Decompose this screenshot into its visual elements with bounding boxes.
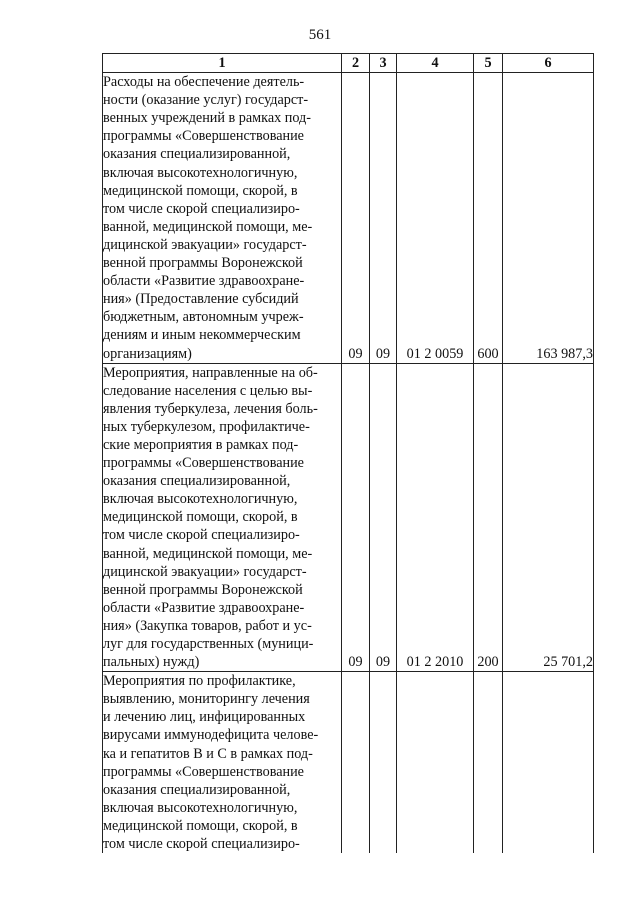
row-subsection-code: 09 xyxy=(370,73,397,364)
table-row xyxy=(103,363,594,672)
row-section-code: 09 xyxy=(342,73,370,364)
row-section-code xyxy=(342,672,370,853)
row-amount: 25 701,2 xyxy=(503,363,594,672)
header-col-6: 6 xyxy=(503,54,594,73)
header-col-2: 2 xyxy=(342,54,370,73)
header-col-5: 5 xyxy=(474,54,503,73)
row-section-code: 09 xyxy=(342,363,370,672)
table-row xyxy=(103,672,594,853)
header-col-4: 4 xyxy=(397,54,474,73)
header-col-1: 1 xyxy=(103,54,342,73)
row-description: Мероприятия, направленные на об- следование населения с целью вы- явления туберкулеза, лечения боль- ных туберкулезом, профилактиче- ские мероприятия в рамках под- программы «Совершенствование оказания специализированной, включая высокотехнологичную, медицинской помощи, скорой, в том числе скорой специализиро- ванной, медицинской помощи, ме- дицинской эвакуации» государст- венной программы Воронежской области «Развитие здравоохране- ния» (Закупка товаров, работ и ус- луг для государственных (муници- пальных) нужд) xyxy=(103,363,342,672)
header-col-3: 3 xyxy=(370,54,397,73)
row-target-article-code: 01 2 2010 xyxy=(397,363,474,672)
header-row xyxy=(103,54,594,73)
row-subsection-code: 09 xyxy=(370,363,397,672)
table-row xyxy=(103,73,594,364)
page-number: 561 xyxy=(308,27,332,43)
row-expense-type-code xyxy=(474,672,503,853)
row-amount xyxy=(503,672,594,853)
row-expense-type-code: 200 xyxy=(474,363,503,672)
row-target-article-code: 01 2 0059 xyxy=(397,73,474,364)
row-target-article-code xyxy=(397,672,474,853)
budget-table xyxy=(102,53,594,853)
row-expense-type-code: 600 xyxy=(474,73,503,364)
row-description: Мероприятия по профилактике, выявлению, мониторингу лечения и лечению лиц, инфицированных вирусами иммунодефицита челове- ка и гепатитов В и С в рамках под- программы «Совершенствование оказания специализированной, включая высокотехнологичную, медицинской помощи, скорой, в том числе скорой специализиро- xyxy=(103,672,342,853)
row-description: Расходы на обеспечение деятель- ности (оказание услуг) государст- венных учреждений в рамках под- программы «Совершенствование оказания специализированной, включая высокотехнологичную, медицинской помощи, скорой, в том числе скорой специализиро- ванной, медицинской помощи, ме- дицинской эвакуации» государст- венной программы Воронежской области «Развитие здравоохране- ния» (Предоставление субсидий бюджетным, автономным учреж- дениям и иным некоммерческим организациям) xyxy=(103,73,342,364)
row-subsection-code xyxy=(370,672,397,853)
row-amount: 163 987,3 xyxy=(503,73,594,364)
